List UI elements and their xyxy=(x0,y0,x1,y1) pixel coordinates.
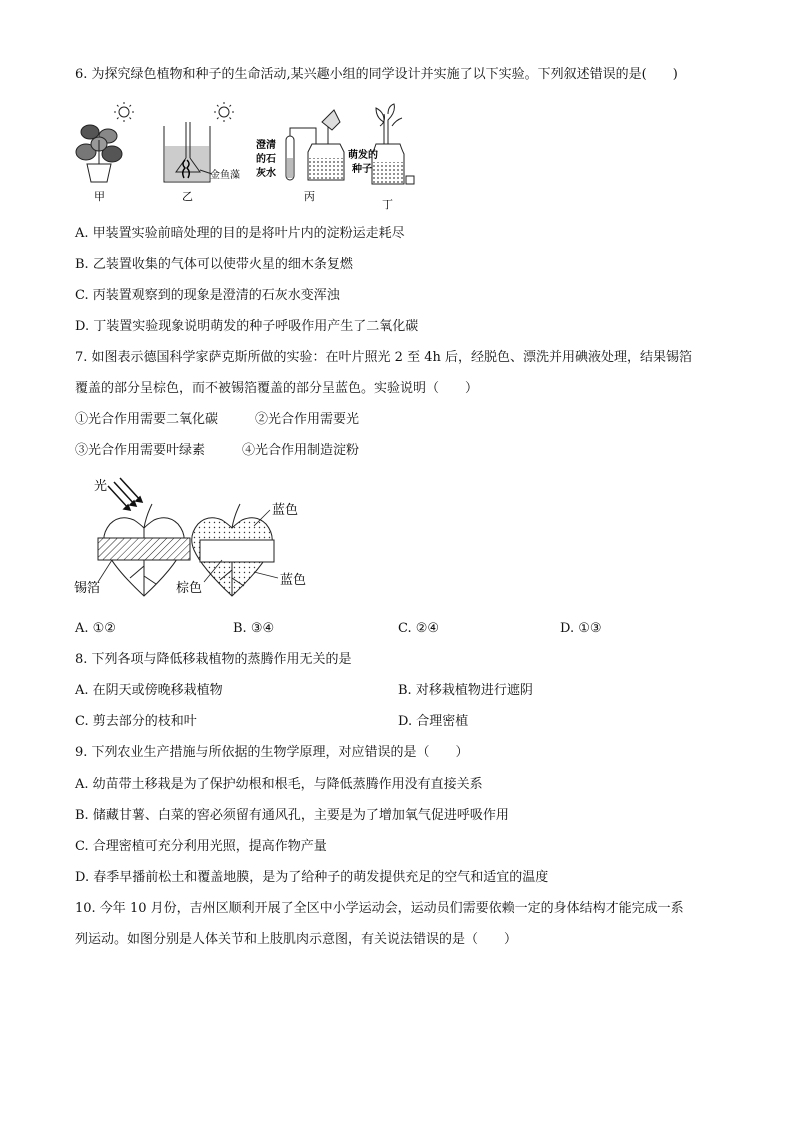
q7-option-b: B. ③④ xyxy=(233,621,275,636)
q7-statement-2: ②光合作用需要光 xyxy=(255,412,360,427)
q9-option-a: A. 幼苗带土移栽是为了保护幼根和根毛，与降低蒸腾作用没有直接关系 xyxy=(75,777,483,792)
q9-option-d: D. 春季早播前松土和覆盖地膜，是为了给种子的萌发提供充足的空气和适宜的温度 xyxy=(75,870,549,885)
q6-option-b: B. 乙装置收集的气体可以使带火星的细木条复燃 xyxy=(75,257,353,272)
q7-option-a: A. ①② xyxy=(75,621,116,636)
q7-statement-1: ①光合作用需要二氧化碳 xyxy=(75,412,219,427)
label-zongse: 棕色 xyxy=(176,581,203,596)
q6-option-a: A. 甲装置实验前暗处理的目的是将叶片内的淀粉运走耗尽 xyxy=(75,226,405,241)
q6-option-d: D. 丁装置实验现象说明萌发的种子呼吸作用产生了二氧化碳 xyxy=(75,319,419,334)
label-jinyuzao: 金鱼藻 xyxy=(210,170,240,181)
label-mengfa-2: 种子 xyxy=(352,164,372,175)
fig-label-jia: 甲 xyxy=(94,190,105,203)
limewater-apparatus xyxy=(286,110,344,180)
q7-statement-4: ④光合作用制造淀粉 xyxy=(242,443,360,458)
label-shihuishui-2: 的石 xyxy=(256,154,276,165)
beaker-with-waterweed xyxy=(164,122,212,182)
q6-stem: 6. 为探究绿色植物和种子的生命活动,某兴趣小组的同学设计并实施了以下实验。下列叙述错误的是( ) xyxy=(75,67,678,82)
label-lanse-top: 蓝色 xyxy=(272,503,299,518)
q7-option-c: C. ②④ xyxy=(398,621,440,636)
q7-figure xyxy=(72,470,332,605)
q7-stem-line2: 覆盖的部分呈棕色，而不被锡箔覆盖的部分呈蓝色。实验说明（ ） xyxy=(75,381,479,396)
label-xibo: 锡箔 xyxy=(74,581,101,596)
q8-stem: 8. 下列各项与降低移栽植物的蒸腾作用无关的是 xyxy=(75,652,352,667)
label-shihuishui-3: 灰水 xyxy=(256,168,276,179)
fig-label-yi: 乙 xyxy=(182,190,193,203)
q6-option-c: C. 丙装置观察到的现象是澄清的石灰水变浑浊 xyxy=(75,288,340,303)
q8-option-d: D. 合理密植 xyxy=(398,714,469,729)
potted-plant-icon xyxy=(76,125,122,182)
q7-stem-line1: 7. 如图表示德国科学家萨克斯所做的实验：在叶片照光 2 至 4h 后，经脱色、漂洗并用碘液处理，结果锡箔 xyxy=(75,350,692,365)
label-lanse-bottom: 蓝色 xyxy=(280,573,307,588)
seed-bottle-candle xyxy=(372,104,414,184)
fig-label-bing: 丙 xyxy=(304,190,315,203)
q8-option-a: A. 在阴天或傍晚移栽植物 xyxy=(75,683,223,698)
fig-label-ding: 丁 xyxy=(382,198,393,211)
label-mengfa-1: 萌发的 xyxy=(348,150,378,161)
sun-icon xyxy=(214,102,234,122)
q10-stem-line2: 列运动。如图分别是人体关节和上肢肌肉示意图，有关说法错误的是（ ） xyxy=(75,932,518,947)
q6-figure xyxy=(72,100,422,212)
light-arrows-icon xyxy=(108,478,142,510)
q9-stem: 9. 下列农业生产措施与所依据的生物学原理，对应错误的是（ ） xyxy=(75,745,469,760)
q9-option-c: C. 合理密植可充分利用光照，提高作物产量 xyxy=(75,839,327,854)
q7-statement-3: ③光合作用需要叶绿素 xyxy=(75,443,206,458)
q7-option-d: D. ①③ xyxy=(560,621,602,636)
q8-option-c: C. 剪去部分的枝和叶 xyxy=(75,714,197,729)
q8-option-b: B. 对移栽植物进行遮阴 xyxy=(398,683,533,698)
label-shihuishui-1: 澄清 xyxy=(256,140,276,151)
q9-option-b: B. 储藏甘薯、白菜的窖必须留有通风孔，主要是为了增加氧气促进呼吸作用 xyxy=(75,808,509,823)
label-guang: 光 xyxy=(94,479,108,494)
sun-icon xyxy=(114,102,134,122)
q10-stem-line1: 10. 今年 10 月份，吉州区顺利开展了全区中小学运动会，运动员们需要依赖一定的身体结构才能完成一系 xyxy=(75,901,684,916)
